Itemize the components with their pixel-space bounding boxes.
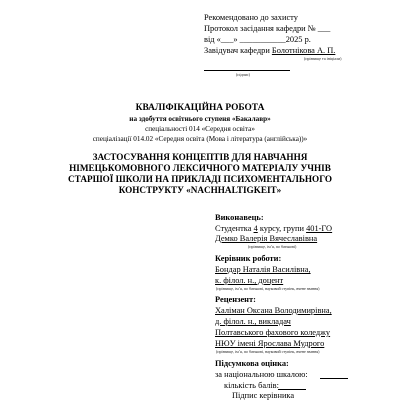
supervisor-name: Бондар Наталія Василівна,	[215, 265, 311, 274]
author-line-prefix: Студентка	[215, 224, 254, 233]
author-name: Демко Валерія Вячеславівна	[215, 234, 318, 243]
reviewer-label: Рецензент:	[215, 295, 256, 304]
grade-points: кількість балів:	[224, 381, 279, 390]
thesis-title-line-2: НІМЕЦЬКОМОВНОГО ЛЕКСИЧНОГО МАТЕРІАЛУ УЧНІВ	[69, 163, 331, 173]
signature-caption: (підпис)	[236, 72, 251, 77]
grade-national: за національною шкалою:	[215, 370, 308, 379]
approval-head-caption: (прізвище та ініціали)	[304, 56, 342, 61]
thesis-title-line-4: КОНСТРУКТУ «NACHHALTIGKEIT»	[118, 185, 282, 195]
reviewer-name: Халіман Оксана Володимирівна,	[215, 306, 332, 315]
approval-head-prefix: Завідувач кафедри	[204, 46, 272, 55]
reviewer-university: НЮУ імені Ярослава Мудрого	[215, 339, 325, 348]
approval-date: від «___» ___________2025 р.	[204, 35, 311, 44]
specialty: спеціальності 014 «Середня освіта»	[145, 125, 255, 133]
author-line-mid: курсу, групи	[257, 224, 307, 233]
reviewer-caption: (прізвище, ім’я, по батькові, науковий ступінь, вчене звання)	[216, 349, 320, 354]
approval-recommended: Рекомендовано до захисту	[204, 13, 298, 22]
grade-label: Підсумкова оцінка:	[215, 359, 289, 368]
specialization: спеціалізації 014.02 «Середня освіта (Мова і література (англійська))»	[92, 135, 308, 143]
author-course: 4	[253, 224, 258, 233]
thesis-title-line-3: СТАРШОЇ ШКОЛИ НА ПРИКЛАДІ ПСИХОМЕНТАЛЬНОГО	[68, 174, 332, 184]
grade-national-blank	[320, 378, 348, 379]
signature-line	[204, 70, 290, 71]
author-label: Виконавець:	[215, 213, 264, 222]
reviewer-degree: д. філол. н., викладач	[215, 317, 291, 326]
reviewer-college: Полтавського фахового коледжу	[215, 328, 331, 337]
approval-protocol: Протокол засідання кафедри № ___	[204, 24, 331, 33]
degree: на здобуття освітнього ступеня «Бакалавр»	[129, 115, 271, 123]
supervisor-caption: (прізвище, ім’я, по батькові, науковий ступінь, вчене звання)	[216, 286, 320, 291]
author-caption: (прізвище, ім’я, по батькові)	[248, 244, 297, 249]
work-type: КВАЛІФІКАЦІЙНА РОБОТА	[135, 103, 265, 113]
supervisor-title: к. філол. н., доцент	[215, 276, 284, 285]
approval-head-name: Болотнікова А. П.	[271, 46, 336, 55]
author-group: 401-ГО	[306, 224, 333, 233]
grade-signature: Підпис керівника	[232, 391, 295, 400]
thesis-title-line-1: ЗАСТОСУВАННЯ КОНЦЕПТІВ ДЛЯ НАВЧАННЯ	[92, 152, 308, 162]
approval-head	[204, 45, 335, 56]
supervisor-label: Керівник роботи:	[215, 254, 282, 263]
